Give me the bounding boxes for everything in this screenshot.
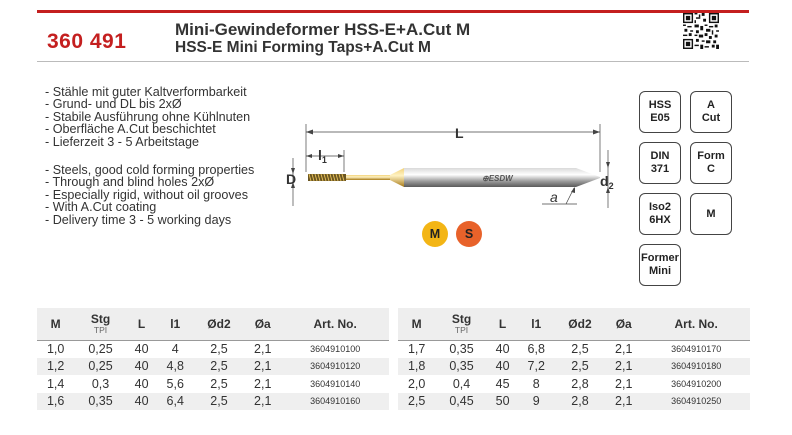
shank-transition — [390, 168, 404, 187]
table-cell: 2,1 — [254, 342, 272, 356]
table-cell: 0,45 — [449, 394, 474, 409]
table-cell: 3604910250 — [671, 396, 722, 407]
table-cell: 3604910100 — [310, 344, 361, 354]
arrow-head — [338, 154, 344, 158]
arrow-head — [606, 162, 610, 168]
property-former-mini: Former Mini — [639, 244, 681, 286]
table-cell: 0,35 — [88, 394, 113, 409]
dimensions-table-right — [398, 308, 750, 410]
table-cell: 2,0 — [407, 376, 426, 391]
property-din-371: DIN 371 — [639, 142, 681, 184]
column-header: Øa — [605, 308, 642, 340]
feature-item: - Especially rigid, without oil grooves — [45, 187, 248, 202]
table-cell: 1,6 — [46, 394, 65, 409]
property-thread-m: M — [690, 193, 732, 235]
table-cell: 2,5 — [210, 394, 228, 409]
feature-item: - Through and blind holes 2xØ — [45, 175, 215, 190]
property-a-cut: A Cut — [690, 91, 732, 133]
column-header: Stg TPI — [74, 308, 126, 340]
table-cell: 2,1 — [615, 376, 633, 391]
arrow-head — [306, 154, 312, 158]
material-badge-s: S — [456, 221, 482, 247]
table-row — [398, 393, 750, 411]
table-cell: 3604910170 — [671, 344, 722, 354]
table-cell: 5,6 — [166, 376, 184, 391]
column-header: L — [488, 308, 518, 340]
column-header: l1 — [518, 308, 555, 340]
table-cell: 2,1 — [254, 394, 272, 409]
feature-item: - Steels, good cold forming properties — [45, 163, 255, 177]
feature-list-german — [45, 86, 250, 148]
table-cell: 3604910160 — [310, 396, 361, 407]
feature-list-english — [45, 164, 254, 226]
table-cell: 2,1 — [254, 376, 272, 391]
table-row — [37, 393, 389, 411]
label-D: D — [286, 171, 297, 187]
table-cell: 40 — [134, 342, 149, 356]
arrow-head — [571, 187, 575, 193]
feature-item: - With A.Cut coating — [45, 200, 157, 215]
label-d2: $d_2$ — [600, 173, 614, 191]
table-cell: 1,8 — [407, 359, 426, 374]
table-row — [37, 358, 389, 376]
table-cell: 6,4 — [166, 394, 184, 409]
table-cell: 8 — [532, 376, 540, 391]
table-cell: 2,1 — [254, 359, 272, 374]
feature-item: - Stähle mit guter Kaltverformbarkeit — [45, 85, 247, 99]
table-cell: 40 — [134, 376, 149, 391]
product-title-english: HSS-E Mini Forming Taps+A.Cut M — [175, 39, 431, 56]
table-cell: 3604910140 — [310, 378, 361, 389]
table-cell: 9 — [532, 394, 540, 409]
property-form-c: Form C — [690, 142, 732, 184]
table-cell: 6,8 — [527, 342, 545, 356]
table-cell: 2,5 — [210, 342, 228, 356]
label-a: a — [550, 189, 558, 205]
top-accent-rule — [37, 10, 749, 13]
table-cell: 1,7 — [407, 342, 426, 356]
table-cell: 1,0 — [46, 342, 65, 356]
table-cell: 4 — [171, 342, 179, 356]
column-header: Art. No. — [642, 308, 750, 340]
table-cell: 2,5 — [407, 394, 426, 409]
table-cell: 2,8 — [571, 376, 589, 391]
column-header: l1 — [157, 308, 194, 340]
table-cell: 0,4 — [452, 376, 471, 391]
article-number: 360 491 — [47, 30, 127, 53]
table-cell: 2,5 — [571, 342, 589, 356]
table-row — [398, 375, 750, 393]
table-cell: 3604910180 — [671, 361, 722, 372]
product-title-german: Mini-Gewindeformer HSS-E+A.Cut M — [175, 20, 471, 39]
feature-item: - Grund- und DL bis 2xØ — [45, 97, 182, 112]
table-row — [37, 340, 389, 358]
column-header: Ød2 — [194, 308, 244, 340]
table-cell: 2,5 — [210, 376, 228, 391]
table-cell: 1,4 — [46, 376, 65, 391]
arrow-head — [306, 130, 313, 135]
table-cell: 1,2 — [46, 359, 65, 374]
table-cell: 40 — [134, 394, 149, 409]
column-header: Ød2 — [555, 308, 605, 340]
column-header: M — [37, 308, 74, 340]
qr-code-icon — [683, 13, 719, 49]
table-cell: 2,1 — [615, 342, 633, 356]
feature-item: - Delivery time 3 - 5 working days — [45, 212, 232, 227]
material-badge-m: M — [422, 221, 448, 247]
table-row — [398, 358, 750, 376]
table-cell: 3604910120 — [310, 361, 361, 372]
table-cell: 2,1 — [615, 394, 633, 409]
table-cell: 4,8 — [166, 359, 184, 374]
feature-item: - Oberfläche A.Cut beschichtet — [45, 122, 216, 137]
arrow-head — [593, 130, 600, 135]
table-row — [37, 375, 389, 393]
column-header: L — [127, 308, 157, 340]
neck-section — [346, 175, 390, 180]
table-cell: 2,5 — [210, 359, 228, 374]
table-cell: 40 — [495, 342, 510, 356]
column-header: Øa — [244, 308, 281, 340]
table-cell: 0,35 — [449, 359, 474, 374]
table-cell: 40 — [134, 359, 149, 374]
column-header: M — [398, 308, 435, 340]
column-header: Stg TPI — [435, 308, 487, 340]
square-end — [576, 168, 600, 187]
table-cell: 3604910200 — [671, 378, 722, 389]
property-iso2-6hx: Iso2 6HX — [639, 193, 681, 235]
table-cell: 2,8 — [571, 394, 589, 409]
header-divider — [37, 61, 749, 62]
table-cell: 0,25 — [88, 342, 113, 356]
table-header-row — [398, 308, 750, 340]
feature-item: - Lieferzeit 3 - 5 Arbeitstage — [45, 134, 200, 149]
table-cell: 2,1 — [615, 359, 633, 374]
dimensions-table-left — [37, 308, 389, 410]
table-cell: 0,35 — [449, 342, 474, 356]
table-header-row — [37, 308, 389, 340]
column-header: Art. No. — [281, 308, 389, 340]
table-cell: 45 — [495, 376, 510, 391]
property-hss-e05: HSS E05 — [639, 91, 681, 133]
table-cell: 40 — [495, 359, 510, 374]
table-cell: 7,2 — [527, 359, 545, 374]
shank-logo: ⊕ESDW — [482, 174, 513, 183]
tap-technical-drawing — [282, 120, 632, 230]
feature-item: - Stabile Ausführung ohne Kühlnuten — [45, 109, 251, 124]
table-row — [398, 340, 750, 358]
label-l1: $l_1$ — [318, 147, 327, 165]
table-cell: 2,5 — [571, 359, 589, 374]
table-cell: 50 — [495, 394, 510, 409]
table-cell: 0,3 — [91, 376, 110, 391]
table-cell: 0,25 — [88, 359, 113, 374]
label-L: L — [455, 125, 464, 141]
